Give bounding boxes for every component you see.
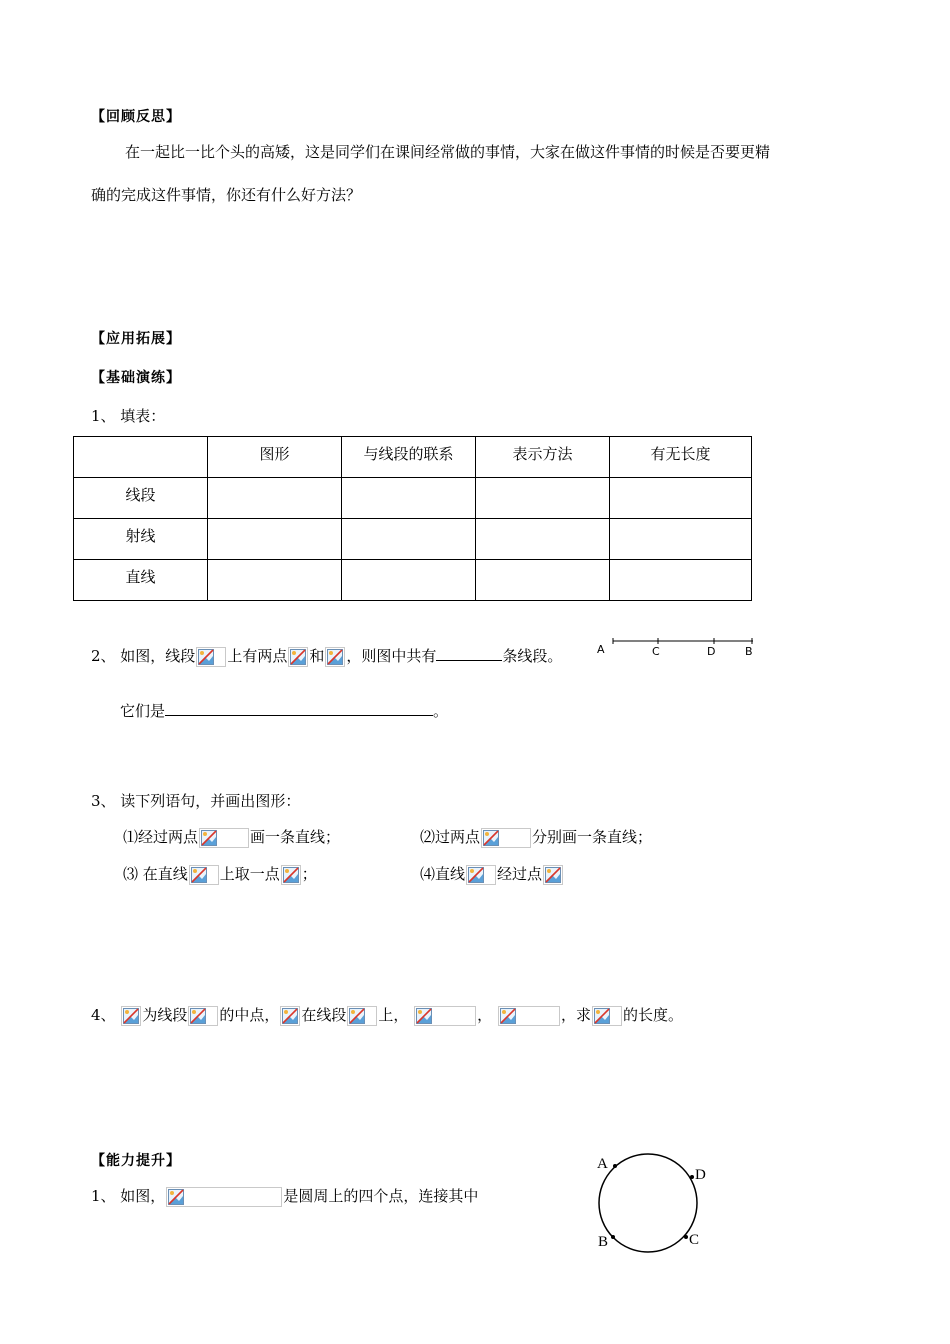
broken-image (498, 1006, 560, 1026)
point-d (690, 1175, 694, 1179)
ability-text: 1、 如图， (91, 1187, 166, 1205)
q3-item-1 (123, 826, 340, 848)
q2-text: 2、 如图，线段 (91, 647, 196, 665)
row-label: 线段 (74, 478, 208, 519)
q2-text: 。 (433, 702, 449, 720)
table-header-cell: 图形 (208, 437, 342, 478)
table-cell[interactable] (476, 478, 610, 519)
q4-text: 的中点， (219, 1006, 280, 1024)
answer-blank[interactable] (436, 646, 502, 661)
q3-text: 上取一点 (219, 865, 280, 883)
q3-text: 经过点 (497, 865, 543, 883)
broken-image (481, 828, 531, 848)
q3-item-3 (123, 863, 317, 885)
q3-text: 画一条直线； (250, 828, 341, 846)
row-label: 直线 (74, 560, 208, 601)
fill-table (73, 436, 752, 601)
label-c: C (652, 645, 660, 658)
table-cell[interactable] (610, 560, 752, 601)
broken-image-icon (483, 830, 499, 846)
basics-heading: 【基础演练】 (91, 370, 181, 386)
broken-image-icon (190, 1008, 206, 1024)
label-a: A (597, 643, 605, 656)
q4-line (91, 1004, 683, 1026)
q2-line-2 (120, 700, 448, 721)
q3-text: ⑷直线 (420, 865, 466, 883)
broken-image (414, 1006, 476, 1026)
table-header-cell: 有无长度 (610, 437, 752, 478)
table-cell[interactable] (610, 478, 752, 519)
point-a (613, 1164, 617, 1168)
label-d: D (707, 645, 716, 658)
q2-line-1 (91, 645, 562, 667)
q2-text: 上有两点 (227, 647, 288, 665)
broken-image-icon (500, 1008, 516, 1024)
broken-image-icon (290, 649, 306, 665)
broken-image-icon (123, 1008, 139, 1024)
q3-text: ； (301, 865, 317, 883)
segment-figure (595, 636, 757, 662)
q3-text: ⑶ 在直线 (123, 865, 188, 883)
broken-image (121, 1006, 141, 1026)
label-b: B (598, 1234, 609, 1250)
circle-figure (592, 1148, 722, 1258)
label-c: C (689, 1232, 700, 1248)
application-heading: 【应用拓展】 (91, 331, 181, 347)
q3-label: 3、 读下列语句，并画出图形： (91, 792, 301, 810)
broken-image (466, 865, 496, 885)
broken-image (196, 647, 226, 667)
broken-image (592, 1006, 622, 1026)
broken-image (281, 865, 301, 885)
broken-image-icon (594, 1008, 610, 1024)
broken-image (199, 828, 249, 848)
table-cell[interactable] (476, 560, 610, 601)
broken-image-icon (283, 867, 299, 883)
table-header-cell: 与线段的联系 (342, 437, 476, 478)
table-cell[interactable] (610, 519, 752, 560)
review-heading: 【回顾反思】 (91, 109, 181, 125)
ability-text: 是圆周上的四个点，连接其中 (283, 1187, 479, 1205)
table-header-cell (74, 437, 208, 478)
table-cell[interactable] (342, 478, 476, 519)
broken-image-icon (327, 649, 343, 665)
table-cell[interactable] (208, 560, 342, 601)
broken-image (189, 865, 219, 885)
table-cell[interactable] (342, 519, 476, 560)
broken-image (288, 647, 308, 667)
q2-text: 条线段。 (502, 647, 563, 665)
table-row (74, 519, 752, 560)
label-d: D (695, 1167, 706, 1183)
q3-text: ⑴经过两点 (123, 828, 199, 846)
q1-label: 1、 填表： (91, 407, 166, 425)
broken-image-icon (468, 867, 484, 883)
answer-blank[interactable] (165, 701, 433, 716)
q3-item-4 (420, 863, 564, 885)
q4-text: 4、 (91, 1006, 116, 1024)
row-label: 射线 (74, 519, 208, 560)
broken-image-icon (191, 867, 207, 883)
q4-text: 的长度。 (622, 1006, 683, 1024)
broken-image (188, 1006, 218, 1026)
table-row (74, 560, 752, 601)
broken-image-icon (282, 1008, 298, 1024)
q2-text: 它们是 (120, 702, 166, 720)
broken-image (543, 865, 563, 885)
table-cell[interactable] (342, 560, 476, 601)
q4-text: ，求 (560, 1006, 591, 1024)
broken-image-icon (349, 1008, 365, 1024)
q3-text: ⑵过两点 (420, 828, 481, 846)
table-cell[interactable] (476, 519, 610, 560)
broken-image (347, 1006, 377, 1026)
q2-text: ，则图中共有 (346, 647, 437, 665)
table-cell[interactable] (208, 478, 342, 519)
q3-text: 分别画一条直线； (532, 828, 653, 846)
q4-text: 上， (378, 1006, 409, 1024)
label-b: B (745, 645, 753, 658)
table-cell[interactable] (208, 519, 342, 560)
review-line-2: 确的完成这件事情，你还有什么好方法？ (91, 186, 362, 204)
broken-image-icon (545, 867, 561, 883)
q4-text: 为线段 (142, 1006, 188, 1024)
broken-image (325, 647, 345, 667)
broken-image (166, 1187, 282, 1207)
q4-text: 在线段 (301, 1006, 347, 1024)
label-a: A (597, 1156, 608, 1172)
broken-image-icon (201, 830, 217, 846)
point-c (684, 1235, 688, 1239)
broken-image (280, 1006, 300, 1026)
broken-image-icon (168, 1189, 184, 1205)
broken-image-icon (198, 649, 214, 665)
point-b (611, 1235, 615, 1239)
q4-text: ， (477, 1006, 493, 1024)
ability-q1 (91, 1185, 478, 1207)
q3-item-2 (420, 826, 652, 848)
ability-heading: 【能力提升】 (91, 1153, 181, 1169)
review-line-1: 在一起比一比个头的高矮，这是同学们在课间经常做的事情，大家在做这件事情的时候是否要更精 (125, 143, 771, 161)
table-row (74, 478, 752, 519)
q2-text: 和 (309, 647, 325, 665)
table-header-row (74, 437, 752, 478)
broken-image-icon (416, 1008, 432, 1024)
table-header-cell: 表示方法 (476, 437, 610, 478)
